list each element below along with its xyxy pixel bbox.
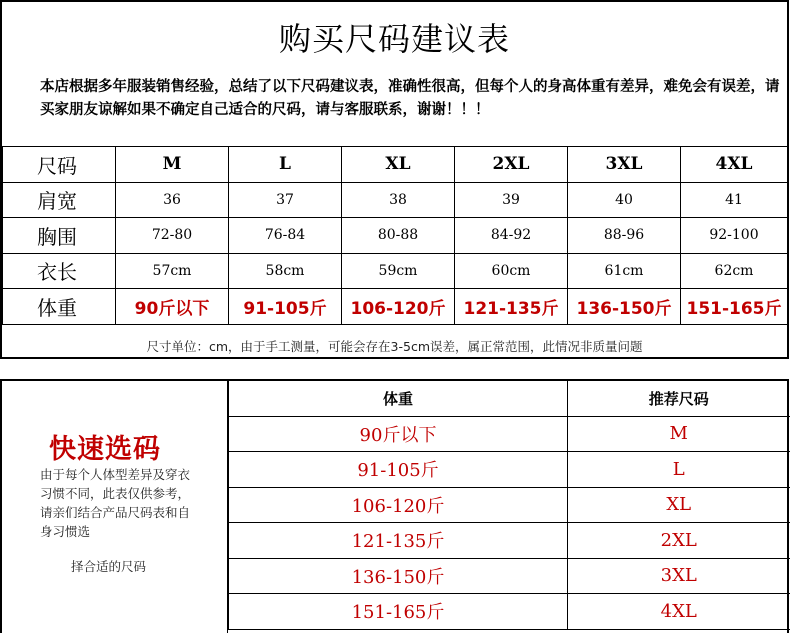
table-row [229, 558, 790, 594]
weight-header: 体重 [229, 381, 568, 416]
table-cell: 80-88 [342, 218, 455, 254]
table-cell: 136-150斤 [568, 289, 681, 325]
weight-cell: 136-150斤 [229, 558, 568, 594]
quick-select-description: 由于每个人体型差异及穿衣习惯不同，此表仅供参考，请亲们结合产品尺码表和自身习惯选 [40, 467, 191, 539]
weight-cell: 91-105斤 [229, 452, 568, 488]
weight-cell: 121-135斤 [229, 523, 568, 559]
table-cell: 59cm [342, 253, 455, 289]
table-cell: 72-80 [116, 218, 229, 254]
table-cell: 76-84 [229, 218, 342, 254]
size-cell: M [568, 416, 790, 452]
recommended-size-header: 推荐尺码 [568, 381, 790, 416]
table-cell: 151-165斤 [681, 289, 788, 325]
measurement-note: 尺寸单位：cm，由于手工测量，可能会存在3-5cm误差，属正常范围，此情况非质量问题 [146, 339, 643, 354]
size-cell: 2XL [568, 523, 790, 559]
table-cell: 58cm [229, 253, 342, 289]
weight-cell: 106-120斤 [229, 487, 568, 523]
size-cell: L [568, 452, 790, 488]
weight-cell: 151-165斤 [229, 594, 568, 630]
page-title: 购买尺码建议表 [278, 20, 510, 58]
table-cell: 121-135斤 [455, 289, 568, 325]
table-cell: 106-120斤 [342, 289, 455, 325]
shoulder-row [3, 182, 788, 218]
row-label: 衣长 [3, 253, 116, 289]
quick-select-title: 快速选码 [49, 434, 161, 465]
quick-select-table [228, 381, 790, 630]
quick-select-info [2, 381, 228, 633]
table-cell: 41 [681, 182, 788, 218]
table-cell: 4XL [681, 147, 788, 183]
table-cell: 40 [568, 182, 681, 218]
table-cell: 39 [455, 182, 568, 218]
table-cell: 36 [116, 182, 229, 218]
row-label: 胸围 [3, 218, 116, 254]
table-row [229, 452, 790, 488]
quick-select-description-tail: 择合适的尺码 [71, 559, 147, 574]
table-cell: 92-100 [681, 218, 788, 254]
table-cell: XL [342, 147, 455, 183]
chest-row [3, 218, 788, 254]
table-row [229, 487, 790, 523]
size-cell: 4XL [568, 594, 790, 630]
table-cell: 57cm [116, 253, 229, 289]
table-cell: 2XL [455, 147, 568, 183]
weight-row [3, 289, 788, 325]
size-cell: XL [568, 487, 790, 523]
table-cell: 61cm [568, 253, 681, 289]
table-cell: 3XL [568, 147, 681, 183]
size-table [2, 146, 788, 325]
table-cell: 84-92 [455, 218, 568, 254]
table-cell: 91-105斤 [229, 289, 342, 325]
table-cell: 38 [342, 182, 455, 218]
table-cell: 60cm [455, 253, 568, 289]
table-cell: 90斤以下 [116, 289, 229, 325]
row-label: 尺码 [3, 147, 116, 183]
intro-text: 本店根据多年服装销售经验，总结了以下尺码建议表，准确性很高，但每个人的身高体重有差异，难免会有误差，请买家朋友谅解如果不确定自己适合的尺码，请与客服联系，谢谢！！！ [40, 79, 780, 118]
table-cell: 37 [229, 182, 342, 218]
size-cell: 3XL [568, 558, 790, 594]
row-label: 体重 [3, 289, 116, 325]
row-label: 肩宽 [3, 182, 116, 218]
quick-select-panel [0, 379, 789, 633]
table-row [229, 416, 790, 452]
table-cell: L [229, 147, 342, 183]
table-cell: 62cm [681, 253, 788, 289]
table-row [229, 523, 790, 559]
size-row [3, 147, 788, 183]
table-cell: 88-96 [568, 218, 681, 254]
weight-cell: 90斤以下 [229, 416, 568, 452]
length-row [3, 253, 788, 289]
table-cell: M [116, 147, 229, 183]
quick-table-header [229, 381, 790, 416]
table-row [229, 594, 790, 630]
